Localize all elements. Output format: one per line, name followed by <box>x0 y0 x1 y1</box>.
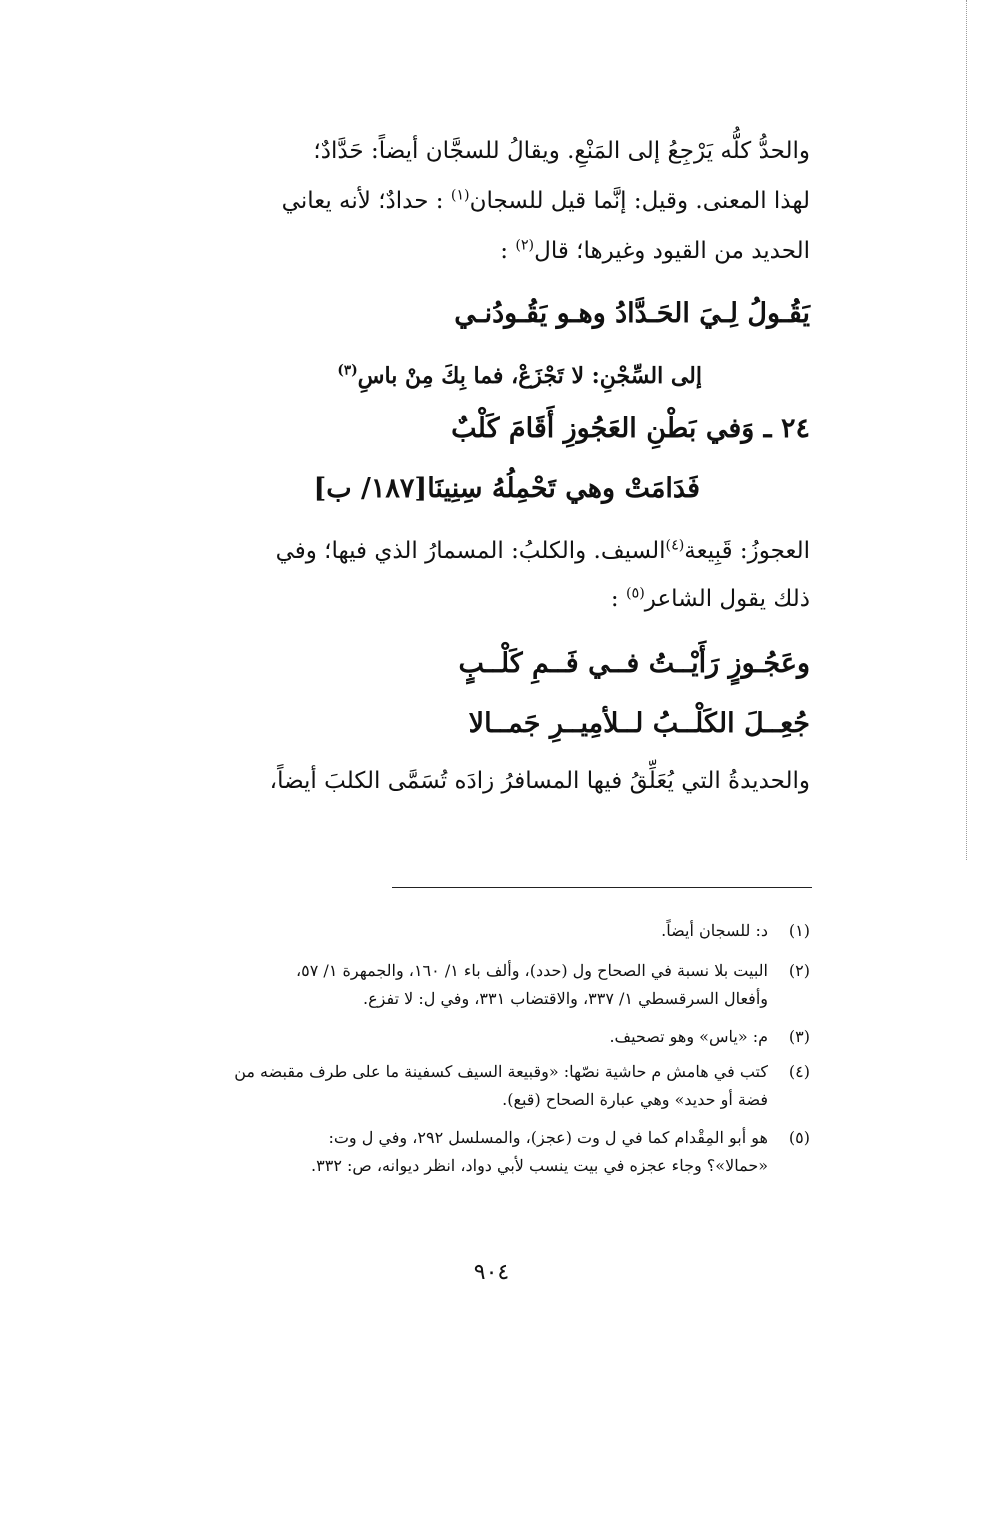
text-segment: لهذا المعنى. وقيل: إنَّما قيل للسجان <box>469 188 810 214</box>
footnote-2 <box>120 957 810 1013</box>
text-segment: فَدَامَتْ وهي تَحْمِلُهُ سِنِينَا <box>427 473 700 504</box>
footnote-ref-2[interactable]: (٢) <box>515 237 535 254</box>
text-line-4 <box>276 538 810 564</box>
footnote-5 <box>120 1124 810 1180</box>
text-line-1: والحدُّ كلُّه يَرْجِعُ إلى المَنْعِ. ويقالُ للسجَّان أيضاً: حَدَّادٌ؛ <box>313 138 810 164</box>
verse-line-6: جُعِــلَ الكَلْــبُ لــلأمِيــرِ جَمــالا <box>468 708 810 739</box>
footnote-number: (٢) <box>788 961 810 980</box>
footnote-text: فضة أو حديد» وهي عبارة الصحاح (قبع). <box>502 1090 768 1109</box>
footnote-text: «حمالا»؟ وجاء عجزه في بيت ينسب لأبي دواد، انظر ديوانه، ص: ٣٣٢. <box>311 1156 768 1175</box>
text-segment: : حدادٌ؛ لأنه يعاني <box>281 188 444 214</box>
verse-line-1: يَقُـولُ لِـيَ الحَـدَّادُ وهـو يَقُـودُنـي <box>454 298 810 329</box>
text-segment: إلى السِّجْنِ: لا تَجْزَعْ، فما بِكَ مِنْ باسِ <box>357 363 702 389</box>
text-line-3 <box>500 238 810 264</box>
footnote-ref-4[interactable]: (٤) <box>665 537 685 554</box>
verse-line-5: وعَجُـوزٍ رَأَيْــتُ فــي فَــمِ كَلْــبٍ <box>458 648 810 679</box>
footnote-number: (٣) <box>788 1027 810 1046</box>
text-segment: العجوزُ: قَبِيعة <box>684 538 810 564</box>
text-segment: السيف. والكلبُ: المسمارُ الذي فيها؛ وفي <box>275 538 666 564</box>
page-number: ٩٠٤ <box>473 1260 510 1285</box>
text-line-6: والحديدةُ التي يُعَلِّقُ فيها المسافرُ زادَه تُسَمَّى الكلبَ أيضاً، <box>269 768 810 794</box>
footnote-text: هو أبو المِقْدام كما في ل وت (عجز)، والمسلسل ٢٩٢، وفي ل وت: <box>328 1128 768 1147</box>
footnote-4 <box>120 1058 810 1114</box>
footnote-ref-3[interactable]: (٣) <box>337 362 358 379</box>
footnote-ref-5[interactable]: (٥) <box>625 585 645 602</box>
footnote-text: البيت بلا نسبة في الصحاح ول (حدد)، وألف باء ١/ ١٦٠، والجمهرة ١/ ٥٧، <box>295 961 768 980</box>
footnote-divider <box>392 887 812 888</box>
footnote-text: كتب في هامش م حاشية نصّها: «وقبيعة السيف كسفينة ما على طرف مقبضه من <box>234 1062 768 1081</box>
footnote-number: (٤) <box>788 1062 810 1081</box>
verse-line-3: ٢٤ ـ وَفي بَطْنِ العَجُوزِ أَقَامَ كَلْبٌ <box>451 413 810 444</box>
footnote-ref-1[interactable]: (١) <box>450 187 470 204</box>
footnote-text: م: «ياس» وهو تصحيف. <box>609 1027 768 1046</box>
text-line-2 <box>282 188 810 214</box>
text-segment: : <box>500 238 509 264</box>
text-segment: : <box>610 586 619 612</box>
manuscript-folio-ref: [١٨٧/ ب] <box>313 473 428 504</box>
footnote-3 <box>120 1023 810 1051</box>
verse-line-4 <box>313 473 700 504</box>
text-segment: ذلك يقول الشاعر <box>644 586 810 612</box>
footnote-number: (٥) <box>788 1128 810 1147</box>
footnote-text: وأفعال السرقسطي ١/ ٣٣٧، والاقتضاب ٣٣١، وفي ل: لا تفزع. <box>363 989 768 1008</box>
page-edge-border <box>966 0 967 860</box>
text-line-5 <box>611 586 810 612</box>
text-segment: الحديد من القيود وغيرها؛ قال <box>534 238 810 264</box>
footnote-text: د: للسجان أيضاً. <box>661 921 768 940</box>
footnote-1 <box>120 917 810 945</box>
footnote-number: (١) <box>788 921 810 940</box>
verse-line-2 <box>337 363 702 389</box>
